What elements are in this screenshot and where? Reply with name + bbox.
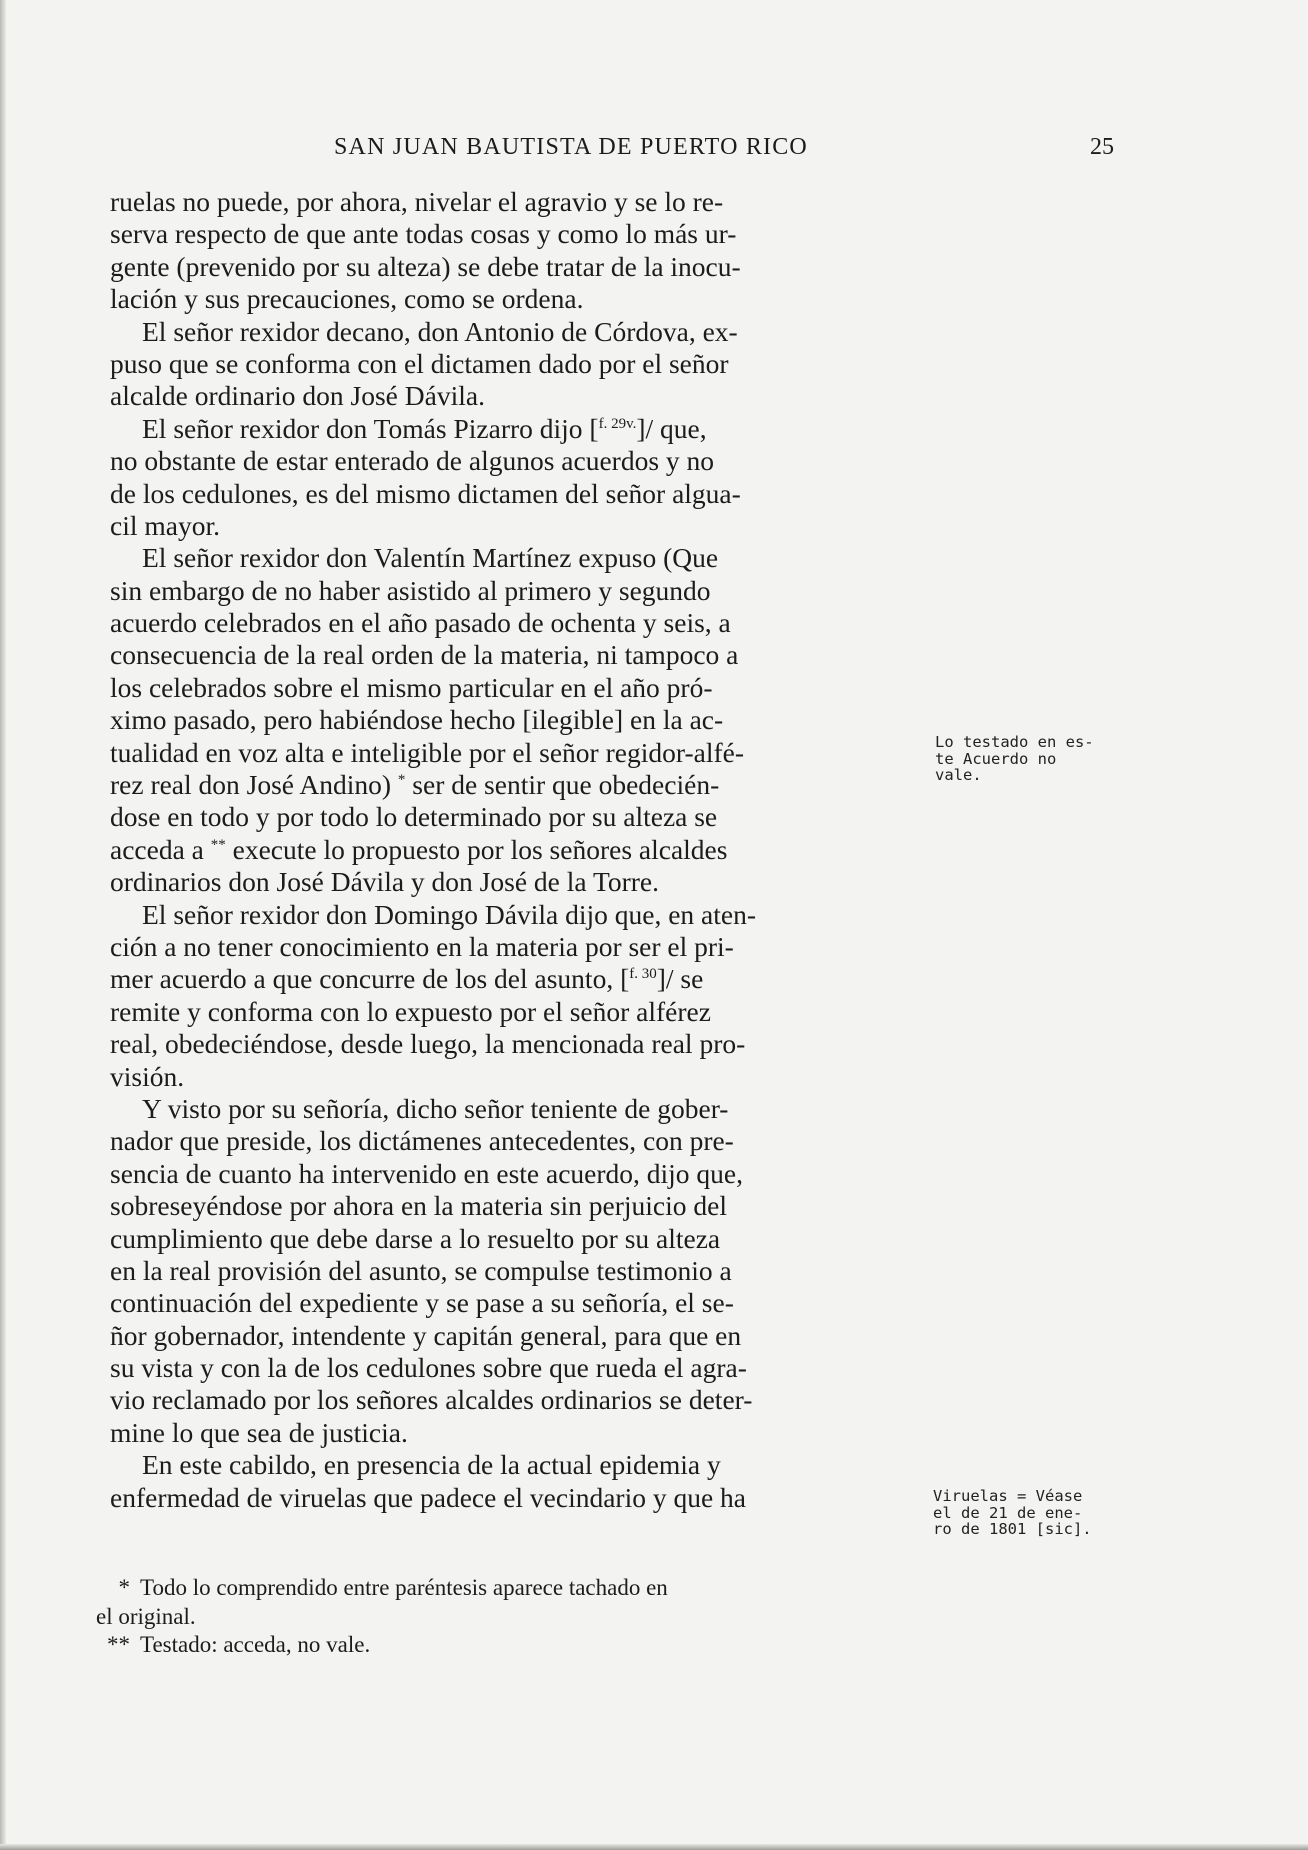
- footnote-mark: **: [107, 1632, 130, 1657]
- marginal-note-line: el de 21 de ene-: [933, 1503, 1083, 1522]
- text-line: sobreseyéndose por ahora en la materia sin perjuicio del: [110, 1190, 727, 1222]
- text-line: continuación del expediente y se pase a su señoría, el se-: [110, 1287, 734, 1319]
- text-line: sencia de cuanto ha intervenido en este acuerdo, dijo que,: [110, 1157, 744, 1189]
- marginal-note-line: te Acuerdo no: [935, 749, 1057, 768]
- text-line: lación y sus precauciones, como se ordena.: [110, 283, 584, 315]
- scan-edge-bottom: [0, 1844, 1308, 1850]
- folio-marker: f. 30: [629, 966, 657, 983]
- text-line: visión.: [110, 1060, 185, 1092]
- text-line: El señor rexidor don Tomás Pizarro dijo [$^{f. 29v.}$]/ que,: [142, 412, 707, 444]
- text-line: nador que preside, los dictámenes antecedentes, con pre-: [110, 1125, 734, 1157]
- scan-edge-left: [0, 0, 6, 1850]
- footnote-mark: *: [118, 1575, 130, 1600]
- text-line: remite y conforma con lo expuesto por el señor alférez: [110, 995, 711, 1027]
- main-text: [110, 186, 903, 1514]
- footnotes: [96, 1574, 896, 1660]
- footnote-ref: **: [210, 836, 226, 853]
- text-line: mer acuerdo a que concurre de los del asunto, [$^{f. 30}$]/ se: [110, 963, 704, 995]
- marginal-note-line: Viruelas = Véase: [933, 1487, 1083, 1505]
- footnote-line: ** Testado: acceda, no vale.: [96, 1631, 896, 1660]
- folio-marker: f. 29v.: [598, 415, 637, 432]
- text-line: alcalde ordinario don José Dávila.: [110, 380, 485, 412]
- text-line: su vista y con la de los cedulones sobre que rueda el agra-: [110, 1352, 747, 1384]
- footnote-line: el original.: [96, 1603, 196, 1629]
- text-line: real, obedeciéndose, desde luego, la mencionada real pro-: [110, 1028, 746, 1060]
- text-line: Y visto por su señoría, dicho señor teniente de gober-: [142, 1092, 729, 1124]
- marginal-note-line: ro de 1801 [sic].: [933, 1520, 1092, 1538]
- marginal-note: [933, 1488, 1113, 1538]
- text-line: tualidad en voz alta e inteligible por el señor regidor-alfé-: [110, 736, 744, 768]
- text-line: en la real provisión del asunto, se compulse testimonio a: [110, 1254, 732, 1286]
- text-line: En este cabildo, en presencia de la actual epidemia y: [142, 1449, 721, 1481]
- text-line: ximo pasado, pero habiéndose hecho [ilegible] en la ac-: [110, 704, 724, 736]
- page-header: [110, 134, 1114, 170]
- text-line: ordinarios don José Dávila y don José de la Torre.: [110, 866, 659, 898]
- text-line: rez real don José Andino) * ser de sentir que obedecién-: [110, 769, 720, 801]
- text-line: ción a no tener conocimiento en la materia por ser el pri-: [110, 930, 734, 962]
- text-line: los celebrados sobre el mismo particular en el año pró-: [110, 671, 713, 703]
- text-line: acceda a ** execute lo propuesto por los señores alcaldes: [110, 833, 728, 865]
- text-line: gente (prevenido por su alteza) se debe tratar de la inocu-: [110, 250, 741, 282]
- text-line: consecuencia de la real orden de la materia, ni tampoco a: [110, 639, 739, 671]
- text-line: El señor rexidor don Valentín Martínez expuso (Que: [142, 542, 719, 574]
- marginal-note: [935, 734, 1115, 784]
- text-line: vio reclamado por los señores alcaldes ordinarios se deter-: [110, 1384, 753, 1416]
- running-title: SAN JUAN BAUTISTA DE PUERTO RICO: [334, 134, 808, 160]
- text-line: de los cedulones, es del mismo dictamen del señor algua-: [110, 477, 741, 509]
- text-line: cumplimiento que debe darse a lo resuelto por su alteza: [110, 1222, 721, 1254]
- footnote-line: * Todo lo comprendido entre paréntesis aparece tachado en: [96, 1574, 896, 1603]
- text-line: serva respecto de que ante todas cosas y como lo más ur-: [110, 218, 737, 250]
- text-line: sin embargo de no haber asistido al primero y segundo: [110, 574, 711, 606]
- text-line: no obstante de estar enterado de algunos acuerdos y no: [110, 445, 715, 477]
- marginal-note-line: vale.: [935, 766, 982, 784]
- text-line: enfermedad de viruelas que padece el vecindario y que ha: [110, 1481, 747, 1513]
- text-line: puso que se conforma con el dictamen dado por el señor: [110, 347, 729, 379]
- footnote-ref: *: [397, 772, 406, 789]
- text-line: El señor rexidor decano, don Antonio de Córdova, ex-: [142, 315, 738, 347]
- text-line: ñor gobernador, intendente y capitán general, para que en: [110, 1319, 742, 1351]
- marginal-note-line: Lo testado en es-: [935, 733, 1094, 751]
- text-line: mine lo que sea de justicia.: [110, 1416, 408, 1448]
- text-line: acuerdo celebrados en el año pasado de ochenta y seis, a: [110, 607, 731, 639]
- text-line: El señor rexidor don Domingo Dávila dijo que, en aten-: [142, 898, 757, 930]
- text-line: cil mayor.: [110, 509, 220, 541]
- text-line: dose en todo y por todo lo determinado por su alteza se: [110, 801, 718, 833]
- page-number: 25: [1090, 134, 1114, 160]
- text-line: ruelas no puede, por ahora, nivelar el agravio y se lo re-: [110, 186, 724, 217]
